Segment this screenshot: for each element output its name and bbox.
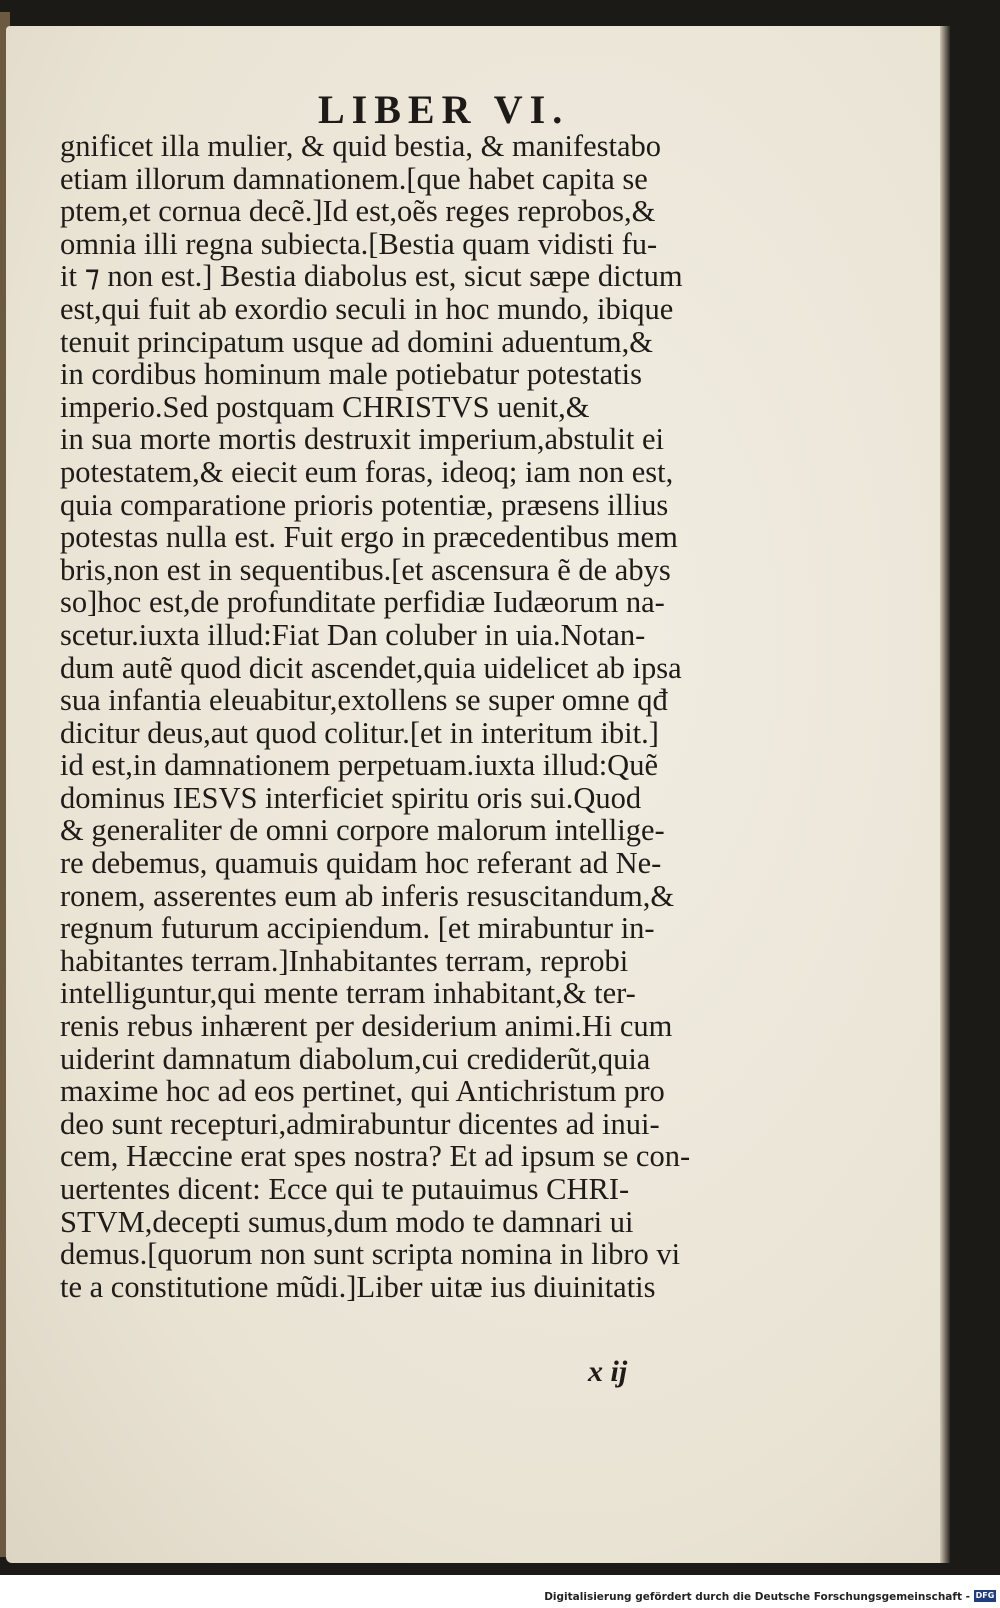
text-line: deo sunt recepturi,admirabuntur dicentes ad inui- — [60, 1106, 660, 1141]
body-text — [60, 130, 780, 1303]
running-head: LIBER VI. — [318, 87, 570, 132]
text-line: te a constitutione mũdi.]Liber uitæ ius diuinitatis — [60, 1269, 656, 1304]
text-line: & generaliter de omni corpore malorum intellige- — [60, 813, 665, 848]
text-line: etiam illorum damnationem.[que habet capita se — [60, 161, 648, 196]
text-line: re debemus, quamuis quidam hoc referant ad Ne- — [60, 846, 662, 881]
text-line: regnum futurum accipiendum. [et mirabuntur in- — [60, 911, 655, 946]
text-line: ronem, asserentes eum ab inferis resuscitandum,& — [60, 878, 675, 913]
text-line: so]hoc est,de profunditate perfidiæ Iudæorum na- — [60, 585, 665, 620]
text-line: habitantes terram.]Inhabitantes terram, reprobi — [60, 943, 629, 978]
text-line: dum autẽ quod dicit ascendet,quia uidelicet ab ipsa — [60, 650, 682, 685]
text-line: dicitur deus,aut quod colitur.[et in interitum ibit.] — [60, 715, 659, 750]
text-line: maxime hoc ad eos pertinet, qui Antichristum pro — [60, 1074, 665, 1109]
text-line: potestas nulla est. Fuit ergo in præcedentibus mem — [60, 520, 678, 555]
digitization-credit: Digitalisierung gefördert durch die Deutsche Forschungsgemeinschaft - — [544, 1591, 970, 1603]
text-line: potestatem,& eiecit eum foras, ideoq; iam non est, — [60, 454, 674, 489]
signature-mark: x ij — [588, 1355, 628, 1388]
text-line: cem, Hæccine erat spes nostra? Et ad ipsum se con- — [60, 1139, 691, 1174]
text-line: tenuit principatum usque ad domini aduentum,& — [60, 324, 653, 359]
text-line: imperio.Sed postquam CHRISTVS uenit,& — [60, 389, 590, 424]
text-line: intelliguntur,qui mente terram inhabitant,& ter- — [60, 976, 636, 1011]
text-line: id est,in damnationem perpetuam.iuxta illud:Quẽ — [60, 748, 658, 783]
text-line: scetur.iuxta illud:Fiat Dan coluber in uia.Notan- — [60, 617, 646, 652]
text-line: uertentes dicent: Ecce qui te putauimus CHRI- — [60, 1172, 630, 1206]
text-line: ptem,et cornua decẽ.]Id est,oẽs reges reprobos,& — [60, 194, 656, 229]
text-line: it ⁊ non est.] Bestia diabolus est, sicut sæpe dictum — [60, 259, 683, 294]
text-line: est,qui fuit ab exordio seculi in hoc mundo, ibique — [60, 291, 674, 326]
dfg-logo-icon: DFG — [975, 1591, 995, 1600]
text-line: uiderint damnatum diabolum,cui crediderũt,quia — [60, 1041, 651, 1076]
text-line: bris,non est in sequentibus.[et ascensura ẽ de abys — [60, 552, 671, 587]
text-line: in sua morte mortis destruxit imperium,abstulit ei — [60, 422, 664, 457]
text-line: quia comparatione prioris potentiæ, præsens illius — [60, 487, 669, 522]
text-line: sua infantia eleuabitur,extollens se super omne qđ — [60, 683, 668, 718]
text-line: in cordibus hominum male potiebatur potestatis — [60, 357, 642, 392]
text-line: renis rebus inhærent per desiderium animi.Hi cum — [60, 1009, 673, 1044]
text-line: omnia illi regna subiecta.[Bestia quam vidisti fu- — [60, 226, 658, 261]
text-line: gnificet illa mulier, & quid bestia, & manifestabo — [60, 129, 662, 163]
text-line: dominus IESVS interficiet spiritu oris sui.Quod — [60, 780, 642, 815]
page-edge-shadow — [940, 26, 950, 1563]
text-line: demus.[quorum non sunt scripta nomina in libro vi — [60, 1237, 681, 1272]
text-line: STVM,decepti sumus,dum modo te damnari ui — [60, 1204, 634, 1239]
